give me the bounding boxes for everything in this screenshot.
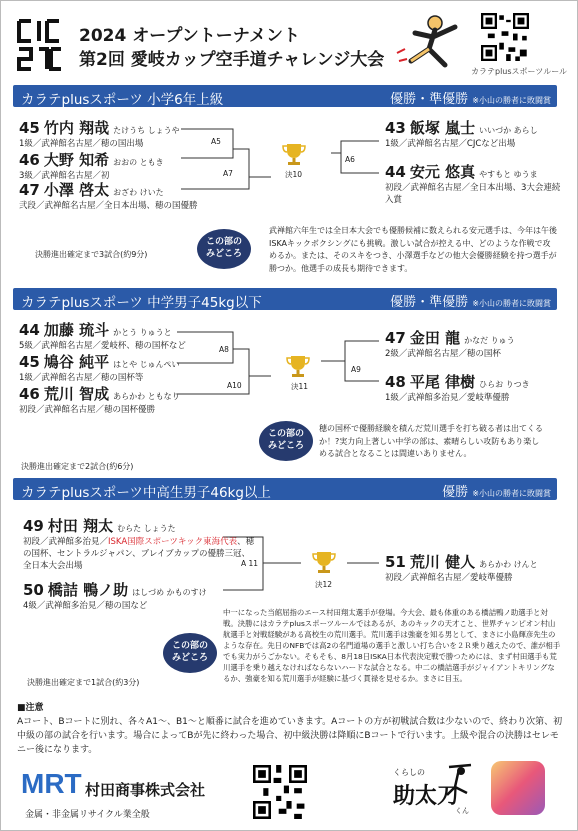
section-2-description: 穂の国杯で優勝経験を積んだ荒川選手を打ち破る者は出てくるか！?実力向上著しい中学の部は、素晴らしい攻防もあり楽しめる試合となることは間違いありません。 bbox=[319, 424, 543, 458]
player-s1-43: 43 飯塚 嵐士 いいづか あらし 1級／武禅館名古屋／CJCなど出場 bbox=[385, 119, 538, 149]
qr-code-bottom[interactable] bbox=[253, 765, 307, 819]
match-label: A9 bbox=[351, 365, 361, 374]
player-s1-46: 46 大野 知希 おおの ともき 3級／武禅館名古屋／初 bbox=[19, 151, 164, 181]
highlight-badge bbox=[259, 421, 313, 461]
match-label: A 11 bbox=[241, 559, 259, 568]
section-3-note: 決勝進出確定まで1試合(約3分) bbox=[27, 678, 140, 687]
badge-line1: この部の bbox=[171, 641, 208, 651]
instagram-qr-icon[interactable] bbox=[491, 761, 545, 815]
organizer-logo bbox=[15, 15, 63, 75]
trophy-icon bbox=[311, 549, 337, 575]
badge-line2: みどころ bbox=[205, 249, 242, 259]
svg-text:くらしの: くらしの bbox=[393, 768, 425, 777]
sukedachi-logo bbox=[389, 759, 479, 821]
final-label: 決12 bbox=[315, 580, 333, 589]
section-3-title: カラテplusスポーツ中高生男子46kg以上 bbox=[21, 485, 271, 501]
notes-body: Aコート、Bコートに別れ、各々A1〜、B1〜と順番に試合を進めていきます。Aコートの方が初戦試合数は少ないので、終わり次第、初中級の部の試合を行います。場合によってBが先に終わった場合、初中級決勝は降順にBコートで行います。上級や混合の決勝はセレモニー後になります。 bbox=[17, 717, 563, 755]
player-s2-47: 47 金田 龍 かなだ りゅう 2級／武禅館名古屋／穂の国杯 bbox=[385, 329, 515, 359]
player-s3-49: 49 村田 翔太 むらた しょうた 初段／武禅館多治見／ISKA国際スポーツキック東海代表、穂の国杯、セントラルジャパン、ブレイブカップの優勝三冠、全日本大会出場 bbox=[23, 517, 255, 571]
badge-line1: この部の bbox=[205, 237, 242, 247]
badge-line1: この部の bbox=[267, 429, 304, 439]
player-s1-47: 47 小澤 啓太 おざわ けいた 弐段／武禅館名古屋／全日本出場、穂の国優勝 bbox=[19, 181, 198, 211]
section-1-description: 武禅館六年生では全日本大会でも優勝候補に数えられる安元選手は、今年は午後ISKAキックボクシングにも挑戦。激しい試合が控える中、どのような作戦で攻めるか。または、そのスキをつき、小澤選手などの他大会優勝経験を持つ選手が勝つか。他選手の成長も期待できます。 bbox=[269, 226, 557, 273]
section-2-note: 決勝進出確定まで2試合(約6分) bbox=[21, 462, 134, 471]
player-s2-44: 44 加藤 琉斗 かとう りゅうと 5級／武禅館名古屋／愛岐杯、穂の国杯など bbox=[19, 321, 186, 351]
section-3-prize: 優勝 ※小山の勝者に敗闘賞 bbox=[442, 485, 551, 500]
match-label: A8 bbox=[219, 345, 229, 354]
player-s1-44: 44 安元 悠真 やすもと ゆうま 初段／武禅館名古屋／全日本出場、3大会連続入賞 bbox=[385, 163, 561, 205]
player-s2-46: 46 荒川 智成 あらかわ ともなり 初段／武禅館名古屋／穂の国杯優勝 bbox=[19, 385, 180, 415]
match-label: A10 bbox=[227, 381, 242, 390]
trophy-icon bbox=[285, 353, 311, 379]
player-s2-45: 45 鳩谷 純平 はとや じゅんぺい 1級／武禅館名古屋／穂の国杯等 bbox=[19, 353, 180, 383]
mrt-logo bbox=[19, 763, 83, 803]
badge-line2: みどころ bbox=[267, 441, 304, 451]
karateka-illustration bbox=[389, 13, 467, 75]
final-label: 決11 bbox=[291, 382, 309, 391]
player-s2-48: 48 平尾 律樹 ひらお りつき 1級／武禅館多治見／愛岐準優勝 bbox=[385, 373, 530, 403]
company-name: 村田商事株式会社 bbox=[85, 781, 206, 799]
event-title-line2: 第2回 愛岐カップ空手道チャレンジ大会 bbox=[79, 50, 385, 70]
section-1-header bbox=[13, 85, 557, 107]
player-s3-51: 51 荒川 健人 あらかわ けんと 初段／武禅館名古屋／愛岐準優勝 bbox=[385, 553, 538, 583]
highlight-badge bbox=[163, 633, 217, 673]
notes-block bbox=[17, 701, 565, 757]
section-1-note: 決勝進出確定まで3試合(約9分) bbox=[35, 250, 148, 259]
section-3-description: 中一になった当館屈指のエース村田翔太選手が登場。今大会、最も体重のある橋詰鴨ノ助選手と対戦。決勝にはカラテplusスポーツルールではあるが、あのキックの天才こと、世界チャンピオン村山航選手と対戦経験がある高校生の荒川選手。荒川選手は強豪を知る男として、まさに小島輝彦先生のような存在。先日のNFBでは高2の名門道場の選手と激しい打ち合いを２Ｒ乗り越えたので、誰が相手でも実力がうごかない。そもそも、8月18日ISKA日本代表決定戦で勝つためには、まず村田選手も荒川選手を乗り越えなければならないハードな試合となる。中二の橋詰選手がジャイアントキリングなるか、強豪を知る荒川選手が経験に基づく貫禄を見せるか。まさに目玉。 bbox=[223, 608, 561, 683]
qr-code-top[interactable] bbox=[481, 13, 529, 61]
section-2-title: カラテplusスポーツ 中学男子45kg以下 bbox=[21, 295, 262, 311]
event-title-line1: 2024 オープントーナメント bbox=[79, 26, 301, 46]
rule-label: カラテplusスポーツルール bbox=[471, 67, 568, 76]
match-label: A5 bbox=[211, 137, 221, 146]
svg-text:くん: くん bbox=[455, 807, 469, 815]
svg-text:MRT: MRT bbox=[21, 768, 82, 799]
section-2-prize: 優勝・準優勝 ※小山の勝者に敗闘賞 bbox=[390, 295, 551, 310]
section-1-prize: 優勝・準優勝 ※小山の勝者に敗闘賞 bbox=[390, 92, 551, 107]
player-s3-50: 50 橋詰 鴨ノ助 はしづめ かものすけ 4級／武禅館多治見／穂の国など bbox=[23, 581, 207, 611]
trophy-icon bbox=[281, 141, 307, 167]
svg-text:助太刀: 助太刀 bbox=[393, 783, 460, 809]
section-2-header bbox=[13, 288, 557, 310]
final-label: 決10 bbox=[285, 170, 303, 179]
player-s1-45: 45 竹内 翔哉 たけうち しょうや 1級／武禅館名古屋／穂の国出場 bbox=[19, 119, 180, 149]
company-subtitle: 金属・非金属リサイクル業全般 bbox=[25, 810, 150, 820]
section-3-header bbox=[13, 478, 557, 500]
notes-title: ■注意 bbox=[17, 703, 44, 713]
section-1-title: カラテplusスポーツ 小学6年上級 bbox=[21, 92, 224, 108]
highlight-badge bbox=[197, 229, 251, 269]
match-label: A7 bbox=[223, 169, 233, 178]
match-label: A6 bbox=[345, 155, 355, 164]
badge-line2: みどころ bbox=[171, 653, 208, 663]
player-info: 初段／武禅館多治見／ISKA国際スポーツキック東海代表、穂の国杯、セントラルジャパン、ブレイブカップの優勝三冠、全日本大会出場 bbox=[23, 537, 255, 571]
